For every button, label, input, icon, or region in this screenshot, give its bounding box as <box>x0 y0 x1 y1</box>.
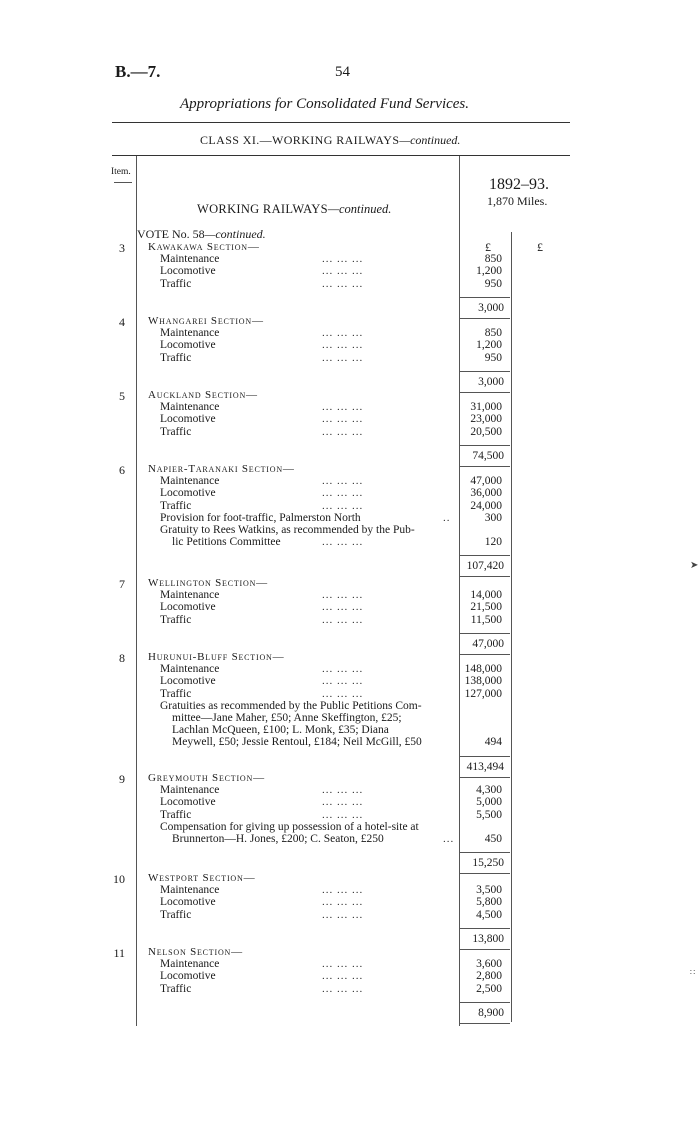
leader-dots: ... ... ... <box>322 351 364 364</box>
line-amount: 31,000 <box>470 401 502 414</box>
leader-dots: ... ... ... <box>322 277 364 290</box>
item-number: 10 <box>113 872 125 886</box>
line-label: Traffic <box>160 351 192 364</box>
subtotal-rule-bottom <box>460 392 510 393</box>
item-column-divider <box>136 156 137 1026</box>
line-amount: 14,000 <box>470 589 502 602</box>
line-amount: 21,500 <box>470 601 502 614</box>
section-total: 47,000 <box>472 637 504 650</box>
line-amount: 2,800 <box>476 970 502 983</box>
line-label: Locomotive <box>160 339 216 352</box>
extra-line-label: Compensation for giving up possession of a hotel-site at <box>160 820 419 833</box>
class-heading-continued: —continued. <box>399 133 461 147</box>
leader-dots: ... ... ... <box>322 401 364 414</box>
line-label: Maintenance <box>160 663 220 676</box>
section-name: Auckland Section— <box>148 389 258 401</box>
line-label: Locomotive <box>160 265 216 278</box>
leader-dots: ... ... ... <box>322 499 364 512</box>
subtotal-rule-bottom <box>460 318 510 319</box>
subtotal-rule-top <box>460 1002 510 1003</box>
line-label: Locomotive <box>160 675 216 688</box>
line-label: Maintenance <box>160 884 220 897</box>
section-name: Nelson Section— <box>148 946 243 958</box>
subtotal-rule-top <box>460 633 510 634</box>
pound-symbol-col1: £ <box>485 240 491 254</box>
line-label: Maintenance <box>160 475 220 488</box>
leader-dots: ... ... ... <box>322 413 364 426</box>
extra-line-amount: 120 <box>484 536 502 549</box>
line-label: Traffic <box>160 687 192 700</box>
leader-dots: ... ... ... <box>322 536 364 549</box>
line-amount: 1,200 <box>476 265 502 278</box>
section-total: 8,900 <box>478 1006 504 1019</box>
table-top-rule <box>112 155 570 156</box>
leader-dots: ... ... ... <box>322 253 364 266</box>
line-label: Locomotive <box>160 796 216 809</box>
section-heading <box>197 202 391 217</box>
leader-dots: ... ... ... <box>322 327 364 340</box>
section-name: Whangarei Section— <box>148 315 264 327</box>
subtotal-rule-top <box>460 928 510 929</box>
line-amount: 850 <box>484 327 502 340</box>
leader-dots: ... ... ... <box>322 796 364 809</box>
class-heading <box>200 133 460 148</box>
line-amount: 3,500 <box>476 884 502 897</box>
vote-heading-main: VOTE No. 58 <box>137 227 205 241</box>
leader-dots: .. <box>443 511 451 524</box>
section-name: Hurunui-Bluff Section— <box>148 651 285 663</box>
scan-mark-arrow: ➤ <box>690 560 699 571</box>
leader-dots: ... <box>443 833 455 845</box>
leader-dots: ... ... ... <box>322 784 364 797</box>
line-amount: 950 <box>484 351 502 364</box>
leader-dots: ... ... ... <box>322 589 364 602</box>
leader-dots: ... ... ... <box>322 663 364 676</box>
line-label: Traffic <box>160 499 192 512</box>
document-reference: B.—7. <box>115 62 161 81</box>
leader-dots: ... ... ... <box>322 475 364 488</box>
leader-dots: ... ... ... <box>322 613 364 626</box>
item-number: 6 <box>119 463 125 477</box>
line-label: Traffic <box>160 908 192 921</box>
line-label: Maintenance <box>160 589 220 602</box>
subtotal-rule-top <box>460 371 510 372</box>
title-rule <box>112 122 570 123</box>
extra-line-label: Gratuities as recommended by the Public Petitions Com- <box>160 699 422 712</box>
line-amount: 3,600 <box>476 958 502 971</box>
page-title: Appropriations for Consolidated Fund Services. <box>180 96 470 112</box>
section-total: 107,420 <box>466 560 504 573</box>
leader-dots: ... ... ... <box>322 982 364 995</box>
line-amount: 24,000 <box>470 499 502 512</box>
leader-dots: ... ... ... <box>322 339 364 352</box>
scan-mark-dots: ∷ <box>690 968 696 977</box>
line-label: Traffic <box>160 808 192 821</box>
line-label: Maintenance <box>160 784 220 797</box>
leader-dots: ... ... ... <box>322 687 364 700</box>
subtotal-rule-bottom <box>460 466 510 467</box>
line-label: Locomotive <box>160 896 216 909</box>
line-label: Locomotive <box>160 487 216 500</box>
leader-dots: ... ... ... <box>322 884 364 897</box>
line-label: Locomotive <box>160 601 216 614</box>
subtotal-rule-bottom <box>460 949 510 950</box>
item-number: 4 <box>119 315 125 329</box>
line-amount: 23,000 <box>470 413 502 426</box>
line-label: Maintenance <box>160 958 220 971</box>
subtotal-rule-top <box>460 555 510 556</box>
line-amount: 4,500 <box>476 908 502 921</box>
item-number: 3 <box>119 241 125 255</box>
subtotal-rule-bottom <box>460 873 510 874</box>
page-number: 54 <box>335 64 350 80</box>
leader-dots: ... ... ... <box>322 808 364 821</box>
leader-dots: ... ... ... <box>322 265 364 278</box>
line-amount: 148,000 <box>464 663 502 676</box>
item-column-heading: Item. <box>111 167 131 177</box>
section-heading-continued: —continued. <box>327 202 392 216</box>
section-total: 3,000 <box>478 301 504 314</box>
vote-heading-continued: —continued. <box>204 227 266 241</box>
line-label: Locomotive <box>160 413 216 426</box>
subtotal-rule-top <box>460 297 510 298</box>
line-label: Traffic <box>160 277 192 290</box>
leader-dots: ... ... ... <box>322 675 364 688</box>
leader-dots: ... ... ... <box>322 970 364 983</box>
line-amount: 5,800 <box>476 896 502 909</box>
subtotal-rule-top <box>460 445 510 446</box>
section-total: 413,494 <box>466 760 504 773</box>
item-number: 9 <box>119 772 125 786</box>
section-name: Napier-Taranaki Section— <box>148 463 295 475</box>
subtotal-rule-bottom <box>460 777 510 778</box>
leader-dots: ... ... ... <box>322 896 364 909</box>
line-amount: 4,300 <box>476 784 502 797</box>
subtotal-rule-bottom <box>460 576 510 577</box>
extra-line-label: mittee—Jane Maher, £50; Anne Skeffington, £25; <box>172 712 402 724</box>
line-label: Traffic <box>160 425 192 438</box>
line-amount: 5,000 <box>476 796 502 809</box>
item-number: 7 <box>119 577 125 591</box>
subtotal-rule-bottom <box>460 1023 510 1024</box>
line-amount: 5,500 <box>476 808 502 821</box>
section-name: Kawakawa Section— <box>148 241 260 253</box>
line-amount: 138,000 <box>464 675 502 688</box>
section-total: 15,250 <box>472 857 504 870</box>
item-number: 8 <box>119 651 125 665</box>
item-heading-underline <box>114 182 132 183</box>
subtotal-rule-top <box>460 756 510 757</box>
line-label: Maintenance <box>160 327 220 340</box>
section-heading-main: WORKING RAILWAYS <box>197 202 328 216</box>
line-label: Maintenance <box>160 401 220 414</box>
line-amount: 20,500 <box>470 425 502 438</box>
line-amount: 950 <box>484 277 502 290</box>
extra-line-amount: 450 <box>484 833 502 845</box>
extra-line-label: lic Petitions Committee <box>172 536 281 549</box>
line-label: Traffic <box>160 982 192 995</box>
pound-symbol-col2: £ <box>537 240 543 254</box>
line-amount: 36,000 <box>470 487 502 500</box>
item-number: 11 <box>113 946 125 960</box>
item-number: 5 <box>119 389 125 403</box>
section-total: 74,500 <box>472 449 504 462</box>
leader-dots: ... ... ... <box>322 425 364 438</box>
subtotal-rule-bottom <box>460 654 510 655</box>
section-name: Greymouth Section— <box>148 772 265 784</box>
extra-line-label: Brunnerton—H. Jones, £200; C. Seaton, £250 <box>172 833 384 845</box>
line-amount: 47,000 <box>470 475 502 488</box>
line-label: Maintenance <box>160 253 220 266</box>
extra-line-amount: 300 <box>484 511 502 524</box>
amount-column-right-divider <box>511 232 512 1022</box>
line-label: Locomotive <box>160 970 216 983</box>
line-label: Traffic <box>160 613 192 626</box>
leader-dots: ... ... ... <box>322 958 364 971</box>
leader-dots: ... ... ... <box>322 487 364 500</box>
section-total: 3,000 <box>478 375 504 388</box>
section-name: Wellington Section— <box>148 577 268 589</box>
section-total: 13,800 <box>472 932 504 945</box>
extra-line-label: Meywell, £50; Jessie Rentoul, £184; Neil McGill, £50 <box>172 736 422 749</box>
line-amount: 850 <box>484 253 502 266</box>
line-amount: 127,000 <box>464 687 502 700</box>
section-name: Westport Section— <box>148 872 256 884</box>
vote-heading <box>137 227 266 242</box>
line-amount: 11,500 <box>470 613 502 626</box>
class-heading-main: CLASS XI.—WORKING RAILWAYS <box>200 133 400 147</box>
miles-heading: 1,870 Miles. <box>487 194 548 208</box>
extra-line-label: Provision for foot-traffic, Palmerston North <box>160 511 361 524</box>
extra-line-label: Lachlan McQueen, £100; L. Monk, £35; Diana <box>172 724 389 737</box>
subtotal-rule-top <box>460 852 510 853</box>
line-amount: 2,500 <box>476 982 502 995</box>
leader-dots: ... ... ... <box>322 601 364 614</box>
amount-column-left-divider <box>459 156 460 1026</box>
extra-line-label: Gratuity to Rees Watkins, as recommended by the Pub- <box>160 524 415 536</box>
leader-dots: ... ... ... <box>322 908 364 921</box>
line-amount: 1,200 <box>476 339 502 352</box>
year-heading: 1892–93. <box>489 176 549 193</box>
extra-line-amount: 494 <box>484 736 502 749</box>
